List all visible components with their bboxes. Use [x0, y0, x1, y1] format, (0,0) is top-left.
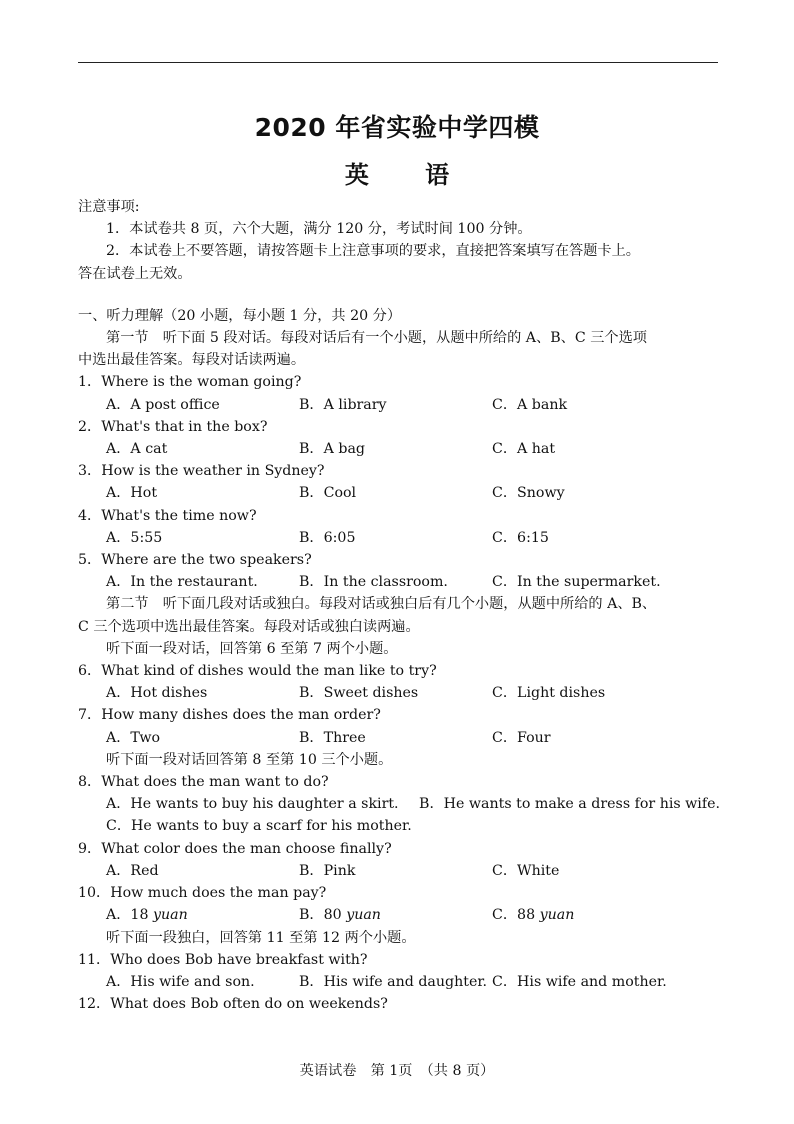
- question-7: 7．How many dishes does the man order?: [78, 707, 381, 724]
- option-b: B．He wants to make a dress for his wife.: [419, 796, 720, 813]
- option-b: B．Sweet dishes: [299, 685, 419, 702]
- option-b: B．A library: [299, 396, 387, 413]
- option-a: A．A cat: [106, 441, 168, 458]
- instruction-q8-10: 听下面一段对话回答第 8 至第 10 三个小题。: [106, 751, 393, 768]
- section2-instruction-cont: C 三个选项中选出最佳答案。每段对话或独白读两遍。: [78, 618, 420, 635]
- options-8-cont: [78, 815, 720, 837]
- question-8: 8．What does the man want to do?: [78, 774, 329, 791]
- option-c: C．Four: [492, 729, 551, 746]
- instruction-q11-12: 听下面一段独白，回答第 11 至第 12 两个小题。: [106, 929, 416, 946]
- options-5: [78, 571, 720, 593]
- notice-item-1: 1．本试卷共 8 页，六个大题，满分 120 分，考试时间 100 分钟。: [106, 221, 532, 238]
- notice-heading: 注意事项:: [78, 199, 140, 215]
- section2-instruction: 第二节 听下面几段对话或独白。每段对话或独白后有几个小题，从题中所给的 A、B、: [106, 596, 657, 613]
- options-4: [78, 527, 720, 549]
- top-rule: [78, 62, 718, 63]
- option-b: B．Pink: [299, 862, 356, 879]
- option-a: A．Hot: [106, 485, 158, 502]
- question-10: 10．How much does the man pay?: [78, 885, 327, 902]
- option-a: A．18 yuan: [106, 907, 188, 924]
- option-b: B．Three: [299, 729, 366, 746]
- unit-yuan: yuan: [153, 907, 188, 924]
- option-c: C．His wife and mother.: [492, 973, 667, 990]
- options-8: [78, 793, 720, 815]
- section1-instruction: 第一节 听下面 5 段对话。每段对话后有一个小题，从题中所给的 A、B、C 三个选项: [106, 330, 647, 347]
- options-9: [78, 860, 720, 882]
- option-b: B．6:05: [299, 529, 356, 546]
- option-a: A．In the restaurant.: [106, 574, 258, 591]
- option-c: C．Snowy: [492, 485, 565, 502]
- option-b: B．80 yuan: [299, 907, 381, 924]
- options-7: [78, 727, 720, 749]
- unit-yuan: yuan: [346, 907, 381, 924]
- question-3: 3．How is the weather in Sydney?: [78, 463, 325, 480]
- exam-title: 2020 年省实验中学四模: [254, 113, 540, 142]
- subject-title: 英 语: [344, 161, 474, 189]
- option-b: B．In the classroom.: [299, 574, 448, 591]
- options-11: [78, 971, 720, 993]
- question-4: 4．What's the time now?: [78, 507, 257, 524]
- option-c: C．Light dishes: [492, 685, 606, 702]
- option-b: B．A bag: [299, 441, 365, 458]
- options-2: [78, 438, 720, 460]
- notice-item-2-cont: 答在试卷上无效。: [78, 265, 192, 282]
- option-c: C．88 yuan: [492, 907, 575, 924]
- instruction-q6-7: 听下面一段对话，回答第 6 至第 7 两个小题。: [106, 640, 398, 657]
- options-1: [78, 394, 720, 416]
- options-3: [78, 482, 720, 504]
- notice-item-2: 2．本试卷上不要答题，请按答题卡上注意事项的要求，直接把答案填写在答题卡上。: [106, 243, 640, 260]
- option-a: A．5:55: [106, 529, 163, 546]
- option-a: A．Two: [106, 729, 161, 746]
- option-a: A．Hot dishes: [106, 685, 208, 702]
- option-a: A．A post office: [106, 396, 220, 413]
- section1-instruction-cont: 中选出最佳答案。每段对话读两遍。: [78, 352, 306, 369]
- page-content: [78, 196, 720, 1015]
- option-c: C．White: [492, 862, 560, 879]
- question-5: 5．Where are the two speakers?: [78, 552, 312, 569]
- option-c: C．A hat: [492, 441, 556, 458]
- question-2: 2．What's that in the box?: [78, 418, 268, 435]
- question-9: 9．What color does the man choose finally?: [78, 840, 392, 857]
- question-12: 12．What does Bob often do on weekends?: [78, 996, 388, 1013]
- options-6: [78, 682, 720, 704]
- option-c: C．He wants to buy a scarf for his mother.: [106, 818, 412, 835]
- option-a: A．Red: [106, 862, 159, 879]
- option-c: C．In the supermarket.: [492, 574, 661, 591]
- question-11: 11．Who does Bob have breakfast with?: [78, 951, 368, 968]
- option-a: A．His wife and son.: [106, 973, 255, 990]
- part1-heading: 一、听力理解（20 小题，每小题 1 分，共 20 分）: [78, 307, 402, 324]
- option-a: A．He wants to buy his daughter a skirt.: [106, 796, 399, 813]
- page-footer: 英语试卷 第 1页 （共 8 页）: [299, 1063, 495, 1079]
- option-b: B．Cool: [299, 485, 357, 502]
- unit-yuan: yuan: [539, 907, 575, 924]
- option-c: C．6:15: [492, 529, 549, 546]
- options-10: [78, 904, 720, 926]
- option-b: B．His wife and daughter.: [299, 973, 488, 990]
- option-c: C．A bank: [492, 396, 568, 413]
- question-1: 1．Where is the woman going?: [78, 374, 302, 391]
- question-6: 6．What kind of dishes would the man like to try?: [78, 663, 437, 680]
